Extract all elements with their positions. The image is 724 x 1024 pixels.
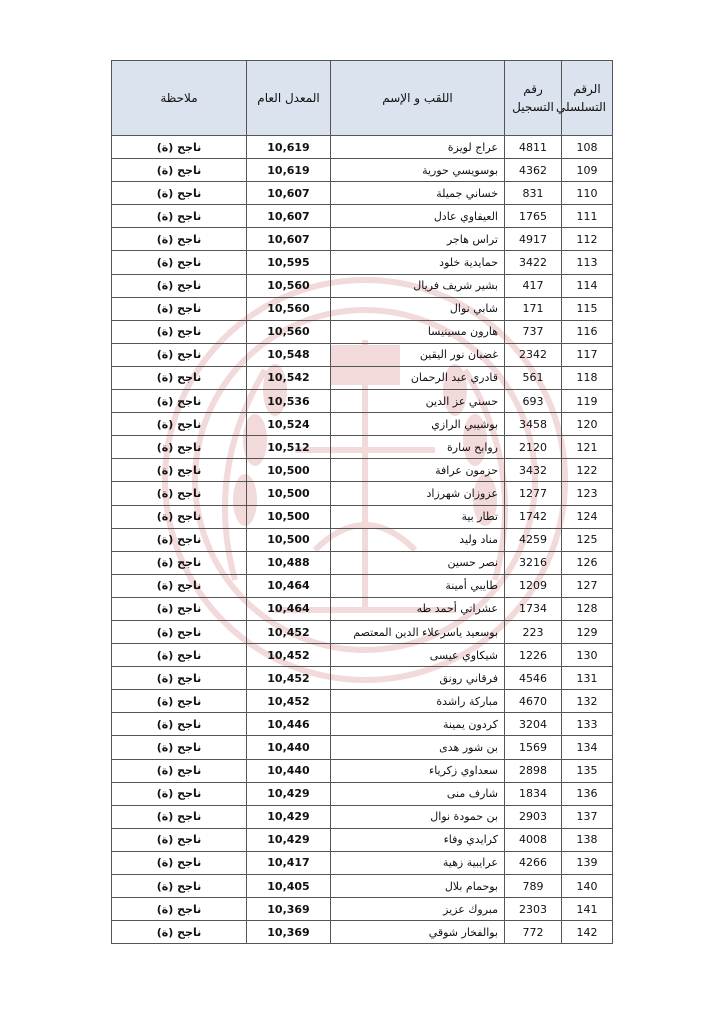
name-cell: بوحمام بلال: [331, 875, 505, 898]
name-cell: مناد وليد: [331, 528, 505, 551]
table-row: [112, 274, 613, 297]
registration-cell: 4362: [505, 159, 562, 182]
header-registration: رقم التسجيل: [505, 61, 562, 136]
note-cell: ناجح (ة): [112, 921, 247, 944]
registration-cell: 1209: [505, 574, 562, 597]
average-cell: 10,464: [247, 574, 331, 597]
note-cell: ناجح (ة): [112, 620, 247, 643]
name-cell: بوسويسي حورية: [331, 159, 505, 182]
note-cell: ناجح (ة): [112, 736, 247, 759]
average-cell: 10,619: [247, 136, 331, 159]
note-cell: ناجح (ة): [112, 713, 247, 736]
serial-cell: 116: [562, 320, 613, 343]
name-cell: شيكاوي عيسى: [331, 644, 505, 667]
registration-cell: 4546: [505, 667, 562, 690]
note-cell: ناجح (ة): [112, 759, 247, 782]
table-row: [112, 320, 613, 343]
table-row: [112, 713, 613, 736]
serial-cell: 137: [562, 805, 613, 828]
serial-cell: 128: [562, 597, 613, 620]
table-row: [112, 366, 613, 389]
registration-cell: 4917: [505, 228, 562, 251]
registration-cell: 561: [505, 366, 562, 389]
name-cell: سعداوي زكرياء: [331, 759, 505, 782]
serial-cell: 127: [562, 574, 613, 597]
table-row: [112, 875, 613, 898]
serial-cell: 129: [562, 620, 613, 643]
registration-cell: 1765: [505, 205, 562, 228]
average-cell: 10,560: [247, 297, 331, 320]
registration-cell: 1226: [505, 644, 562, 667]
registration-cell: 4811: [505, 136, 562, 159]
registration-cell: 171: [505, 297, 562, 320]
table-row: [112, 251, 613, 274]
average-cell: 10,429: [247, 805, 331, 828]
registration-cell: 1569: [505, 736, 562, 759]
table-row: [112, 505, 613, 528]
average-cell: 10,500: [247, 528, 331, 551]
table-row: [112, 205, 613, 228]
results-table: [111, 60, 613, 944]
name-cell: شارف منى: [331, 782, 505, 805]
average-cell: 10,452: [247, 667, 331, 690]
average-cell: 10,405: [247, 875, 331, 898]
registration-cell: 1742: [505, 505, 562, 528]
average-cell: 10,560: [247, 274, 331, 297]
average-cell: 10,369: [247, 921, 331, 944]
table-row: [112, 597, 613, 620]
note-cell: ناجح (ة): [112, 390, 247, 413]
registration-cell: 223: [505, 620, 562, 643]
name-cell: بوشيبي الرازي: [331, 413, 505, 436]
registration-cell: 1834: [505, 782, 562, 805]
name-cell: كرايدي وفاء: [331, 828, 505, 851]
serial-cell: 121: [562, 436, 613, 459]
table-row: [112, 159, 613, 182]
serial-cell: 141: [562, 898, 613, 921]
name-cell: روابح سارة: [331, 436, 505, 459]
table-row: [112, 413, 613, 436]
name-cell: هارون مسينيسا: [331, 320, 505, 343]
table-row: [112, 297, 613, 320]
name-cell: عزوزان شهرزاد: [331, 482, 505, 505]
name-cell: عراج لويزة: [331, 136, 505, 159]
name-cell: بن شور هدى: [331, 736, 505, 759]
header-average: المعدل العام: [247, 61, 331, 136]
note-cell: ناجح (ة): [112, 459, 247, 482]
name-cell: تطار بية: [331, 505, 505, 528]
serial-cell: 122: [562, 459, 613, 482]
note-cell: ناجح (ة): [112, 875, 247, 898]
table-row: [112, 343, 613, 366]
serial-cell: 113: [562, 251, 613, 274]
table-row: [112, 390, 613, 413]
note-cell: ناجح (ة): [112, 782, 247, 805]
registration-cell: 2898: [505, 759, 562, 782]
table-row: [112, 528, 613, 551]
average-cell: 10,500: [247, 482, 331, 505]
note-cell: ناجح (ة): [112, 667, 247, 690]
average-cell: 10,524: [247, 413, 331, 436]
registration-cell: 789: [505, 875, 562, 898]
average-cell: 10,488: [247, 551, 331, 574]
table-row: [112, 851, 613, 874]
serial-cell: 142: [562, 921, 613, 944]
registration-cell: 4008: [505, 828, 562, 851]
average-cell: 10,452: [247, 644, 331, 667]
serial-cell: 114: [562, 274, 613, 297]
note-cell: ناجح (ة): [112, 366, 247, 389]
average-cell: 10,512: [247, 436, 331, 459]
serial-cell: 133: [562, 713, 613, 736]
name-cell: خساني جميلة: [331, 182, 505, 205]
average-cell: 10,500: [247, 459, 331, 482]
average-cell: 10,536: [247, 390, 331, 413]
average-cell: 10,500: [247, 505, 331, 528]
name-cell: حسني عز الدين: [331, 390, 505, 413]
registration-cell: 2903: [505, 805, 562, 828]
average-cell: 10,452: [247, 620, 331, 643]
serial-cell: 126: [562, 551, 613, 574]
note-cell: ناجح (ة): [112, 851, 247, 874]
serial-cell: 138: [562, 828, 613, 851]
name-cell: العيفاوي عادل: [331, 205, 505, 228]
average-cell: 10,607: [247, 228, 331, 251]
table-row: [112, 805, 613, 828]
table-row: [112, 551, 613, 574]
name-cell: مبروك عزيز: [331, 898, 505, 921]
serial-cell: 139: [562, 851, 613, 874]
average-cell: 10,429: [247, 782, 331, 805]
registration-cell: 417: [505, 274, 562, 297]
table-row: [112, 620, 613, 643]
serial-cell: 118: [562, 366, 613, 389]
note-cell: ناجح (ة): [112, 898, 247, 921]
serial-cell: 111: [562, 205, 613, 228]
average-cell: 10,452: [247, 690, 331, 713]
name-cell: طايبي أمينة: [331, 574, 505, 597]
note-cell: ناجح (ة): [112, 805, 247, 828]
note-cell: ناجح (ة): [112, 136, 247, 159]
note-cell: ناجح (ة): [112, 413, 247, 436]
table-row: [112, 736, 613, 759]
registration-cell: 3216: [505, 551, 562, 574]
note-cell: ناجح (ة): [112, 182, 247, 205]
average-cell: 10,417: [247, 851, 331, 874]
name-cell: عرايبية زهية: [331, 851, 505, 874]
name-cell: عشراتي أحمد طه: [331, 597, 505, 620]
table-header-row: [112, 61, 613, 136]
note-cell: ناجح (ة): [112, 597, 247, 620]
name-cell: تراس هاجر: [331, 228, 505, 251]
table-row: [112, 782, 613, 805]
registration-cell: 1734: [505, 597, 562, 620]
name-cell: شابي نوال: [331, 297, 505, 320]
note-cell: ناجح (ة): [112, 505, 247, 528]
table-row: [112, 921, 613, 944]
header-note: ملاحظة: [112, 61, 247, 136]
average-cell: 10,607: [247, 182, 331, 205]
serial-cell: 134: [562, 736, 613, 759]
note-cell: ناجح (ة): [112, 251, 247, 274]
header-name: اللقب و الإسم: [331, 61, 505, 136]
note-cell: ناجح (ة): [112, 574, 247, 597]
serial-cell: 136: [562, 782, 613, 805]
average-cell: 10,440: [247, 759, 331, 782]
name-cell: نصر حسين: [331, 551, 505, 574]
note-cell: ناجح (ة): [112, 690, 247, 713]
table-row: [112, 759, 613, 782]
serial-cell: 135: [562, 759, 613, 782]
serial-cell: 117: [562, 343, 613, 366]
note-cell: ناجح (ة): [112, 551, 247, 574]
registration-cell: 3432: [505, 459, 562, 482]
registration-cell: 4670: [505, 690, 562, 713]
table-row: [112, 898, 613, 921]
registration-cell: 4259: [505, 528, 562, 551]
registration-cell: 2342: [505, 343, 562, 366]
table-row: [112, 228, 613, 251]
note-cell: ناجح (ة): [112, 320, 247, 343]
table-row: [112, 482, 613, 505]
registration-cell: 831: [505, 182, 562, 205]
serial-cell: 108: [562, 136, 613, 159]
registration-cell: 737: [505, 320, 562, 343]
serial-cell: 110: [562, 182, 613, 205]
name-cell: بوسعيد ياسرعلاء الدين المعتصم: [331, 620, 505, 643]
note-cell: ناجح (ة): [112, 159, 247, 182]
serial-cell: 131: [562, 667, 613, 690]
average-cell: 10,619: [247, 159, 331, 182]
registration-cell: 4266: [505, 851, 562, 874]
note-cell: ناجح (ة): [112, 528, 247, 551]
note-cell: ناجح (ة): [112, 297, 247, 320]
note-cell: ناجح (ة): [112, 343, 247, 366]
serial-cell: 120: [562, 413, 613, 436]
registration-cell: 3422: [505, 251, 562, 274]
table-row: [112, 436, 613, 459]
name-cell: مباركة راشدة: [331, 690, 505, 713]
table-row: [112, 667, 613, 690]
name-cell: غضبان نور اليقين: [331, 343, 505, 366]
registration-cell: 693: [505, 390, 562, 413]
table-row: [112, 574, 613, 597]
name-cell: بوالفخار شوقي: [331, 921, 505, 944]
table-row: [112, 182, 613, 205]
note-cell: ناجح (ة): [112, 828, 247, 851]
serial-cell: 130: [562, 644, 613, 667]
serial-cell: 123: [562, 482, 613, 505]
registration-cell: 1277: [505, 482, 562, 505]
note-cell: ناجح (ة): [112, 482, 247, 505]
serial-cell: 125: [562, 528, 613, 551]
average-cell: 10,560: [247, 320, 331, 343]
name-cell: فرقاني رونق: [331, 667, 505, 690]
registration-cell: 772: [505, 921, 562, 944]
registration-cell: 2120: [505, 436, 562, 459]
average-cell: 10,542: [247, 366, 331, 389]
table-row: [112, 644, 613, 667]
average-cell: 10,369: [247, 898, 331, 921]
average-cell: 10,607: [247, 205, 331, 228]
note-cell: ناجح (ة): [112, 205, 247, 228]
serial-cell: 115: [562, 297, 613, 320]
note-cell: ناجح (ة): [112, 436, 247, 459]
table-row: [112, 136, 613, 159]
table-body: [112, 136, 613, 944]
average-cell: 10,548: [247, 343, 331, 366]
table-row: [112, 459, 613, 482]
serial-cell: 124: [562, 505, 613, 528]
table-row: [112, 690, 613, 713]
serial-cell: 109: [562, 159, 613, 182]
registration-cell: 3204: [505, 713, 562, 736]
name-cell: بشير شريف فريال: [331, 274, 505, 297]
serial-cell: 140: [562, 875, 613, 898]
registration-cell: 3458: [505, 413, 562, 436]
header-serial: الرقم التسلسلي: [562, 61, 613, 136]
note-cell: ناجح (ة): [112, 644, 247, 667]
name-cell: حزمون عرافة: [331, 459, 505, 482]
table-row: [112, 828, 613, 851]
serial-cell: 119: [562, 390, 613, 413]
note-cell: ناجح (ة): [112, 228, 247, 251]
registration-cell: 2303: [505, 898, 562, 921]
name-cell: بن حمودة نوال: [331, 805, 505, 828]
average-cell: 10,464: [247, 597, 331, 620]
average-cell: 10,446: [247, 713, 331, 736]
average-cell: 10,440: [247, 736, 331, 759]
average-cell: 10,429: [247, 828, 331, 851]
note-cell: ناجح (ة): [112, 274, 247, 297]
name-cell: كردون يمينة: [331, 713, 505, 736]
serial-cell: 132: [562, 690, 613, 713]
average-cell: 10,595: [247, 251, 331, 274]
serial-cell: 112: [562, 228, 613, 251]
name-cell: قادري عبد الرحمان: [331, 366, 505, 389]
name-cell: حمايدية خلود: [331, 251, 505, 274]
